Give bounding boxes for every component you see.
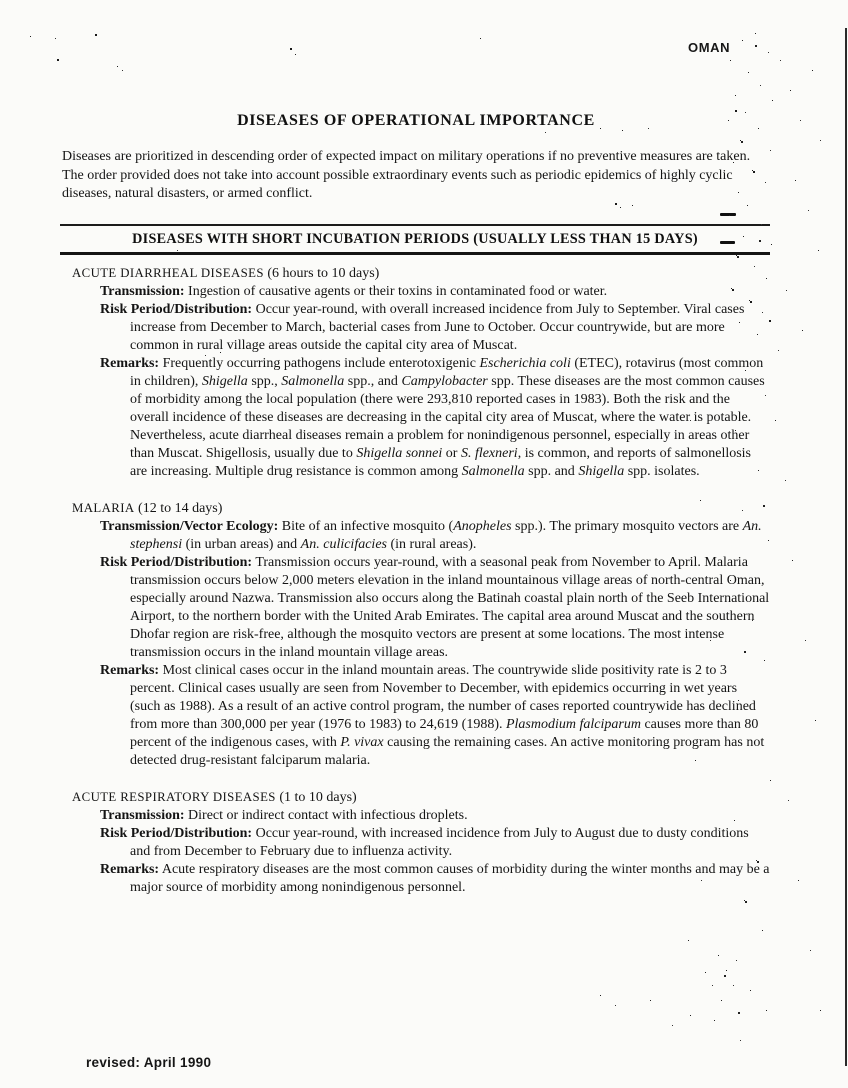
entry-text: Frequently occurring pathogens include enterotoxigenic Escherichia coli (ETEC), rotavirus (most common in children), Shigella spp., Salmonella spp., and Campylobacter spp. These diseases are the most common causes of morbidity among the local population (there were 293,810 reported cases in 1983). Both the risk and the overall incidence of these diseases are decreasing in the capital city area of Muscat, where the water is potable. Nevertheless, acute diarrheal diseases remain a problem for nonindigenous personnel, especially in areas other than Muscat. Shigellosis, usually due to Shigella sonnei or S. flexneri, is common, and reports of salmonellosis are increasing. Multiple drug resistance is common among Salmonella spp. and Shigella spp. isolates. [130,355,765,479]
entry-transmission [62,518,770,554]
entry-text: Most clinical cases occur in the inland mountain areas. The countrywide slide positivity rate is 2 to 3 percent. Clinical cases usually are seen from November to December, with epidemics occurring in wet years (such as 1988). As a result of an active control program, the number of cases reported countrywide has declined from more than 300,000 per year (1976 to 1983) to 24,619 (1988). Plasmodium falciparum causes more than 80 percent of the indigenous cases, with P. vivax causing the remaining cases. An active monitoring program has not detected drug-resistant falciparum malaria. [130,662,765,768]
disease-heading [72,264,770,283]
entry-risk-period [62,825,770,861]
scan-noise-speckles [0,0,2,2]
intro-paragraph: Diseases are prioritized in descending order of expected impact on military operations if no preventive measures are taken. The order provided does not take into account possible extraordinary events such as periodic epidemics of highly cyclic diseases, natural disasters, or armed conflict. [62,149,751,201]
entry-label: Remarks: [100,662,160,678]
entry-transmission [62,283,770,301]
disease-name: MALARIA [72,500,135,515]
disease-section-acute-diarrheal [62,264,770,481]
entry-text: Occur year-round, with overall increased incidence from July to September. Viral cases increase from December to March, bacterial cases from June to October. Occur countrywide, but are more common in rural village areas outside the capital city area of Muscat. [130,301,745,353]
disease-section-acute-respiratory [62,788,770,897]
disease-heading [72,788,770,807]
entry-remarks [62,861,770,897]
entry-text: Ingestion of causative agents or their toxins in contaminated food or water. [188,283,608,299]
entry-label: Transmission/Vector Ecology: [100,518,279,534]
page-title: DISEASES OF OPERATIONAL IMPORTANCE [237,112,595,129]
entry-risk-period [62,554,770,662]
incubation-period: (12 to 14 days) [138,500,223,516]
revision-date: revised: April 1990 [86,1055,212,1070]
entry-transmission [62,807,770,825]
disease-section-malaria [62,499,770,770]
country-label: OMAN [688,40,731,55]
entry-label: Transmission: [100,807,185,823]
section-banner: DISEASES WITH SHORT INCUBATION PERIODS (USUALLY LESS THAN 15 DAYS) [60,224,770,255]
entry-text: Direct or indirect contact with infectious droplets. [188,807,468,823]
scan-edge-line [845,28,847,1066]
scan-artifact-dash [720,241,735,244]
entry-label: Remarks: [100,861,160,877]
incubation-period: (1 to 10 days) [279,789,357,805]
disease-name: ACUTE DIARRHEAL DISEASES [72,265,264,280]
entry-label: Risk Period/Distribution: [100,554,253,570]
entry-remarks [62,662,770,770]
scan-artifact-dash [720,213,736,216]
entry-text: Transmission occurs year-round, with a seasonal peak from November to April. Malaria transmission occurs below 2,000 meters elevation in the inland mountainous village areas of north-central Oman, especially around Nazwa. Transmission also occurs along the Batinah coastal plain north of the Seeb International Airport, to the northern border with the United Arab Emirates. The capital area around Muscat and the southern Dhofar region are risk-free, although the mosquito vectors are present at some locations. The most intense transmission occurs in the inland mountain village areas. [130,554,770,660]
entry-risk-period [62,301,770,355]
disease-heading [72,499,770,518]
entry-text: Bite of an infective mosquito (Anopheles spp.). The primary mosquito vectors are An. stephensi (in urban areas) and An. culicifacies (in rural areas). [130,518,762,552]
entry-label: Risk Period/Distribution: [100,825,253,841]
disease-name: ACUTE RESPIRATORY DISEASES [72,789,276,804]
entry-label: Remarks: [100,355,160,371]
entry-text: Acute respiratory diseases are the most common causes of morbidity during the winter months and may be a major source of morbidity among nonindigenous personnel. [130,861,770,895]
entry-label: Transmission: [100,283,185,299]
incubation-period: (6 hours to 10 days) [267,265,380,281]
entry-text: Occur year-round, with increased incidence from July to August due to dusty conditions and from December to February due to influenza activity. [130,825,749,859]
entry-label: Risk Period/Distribution: [100,301,253,317]
entry-remarks [62,355,770,481]
